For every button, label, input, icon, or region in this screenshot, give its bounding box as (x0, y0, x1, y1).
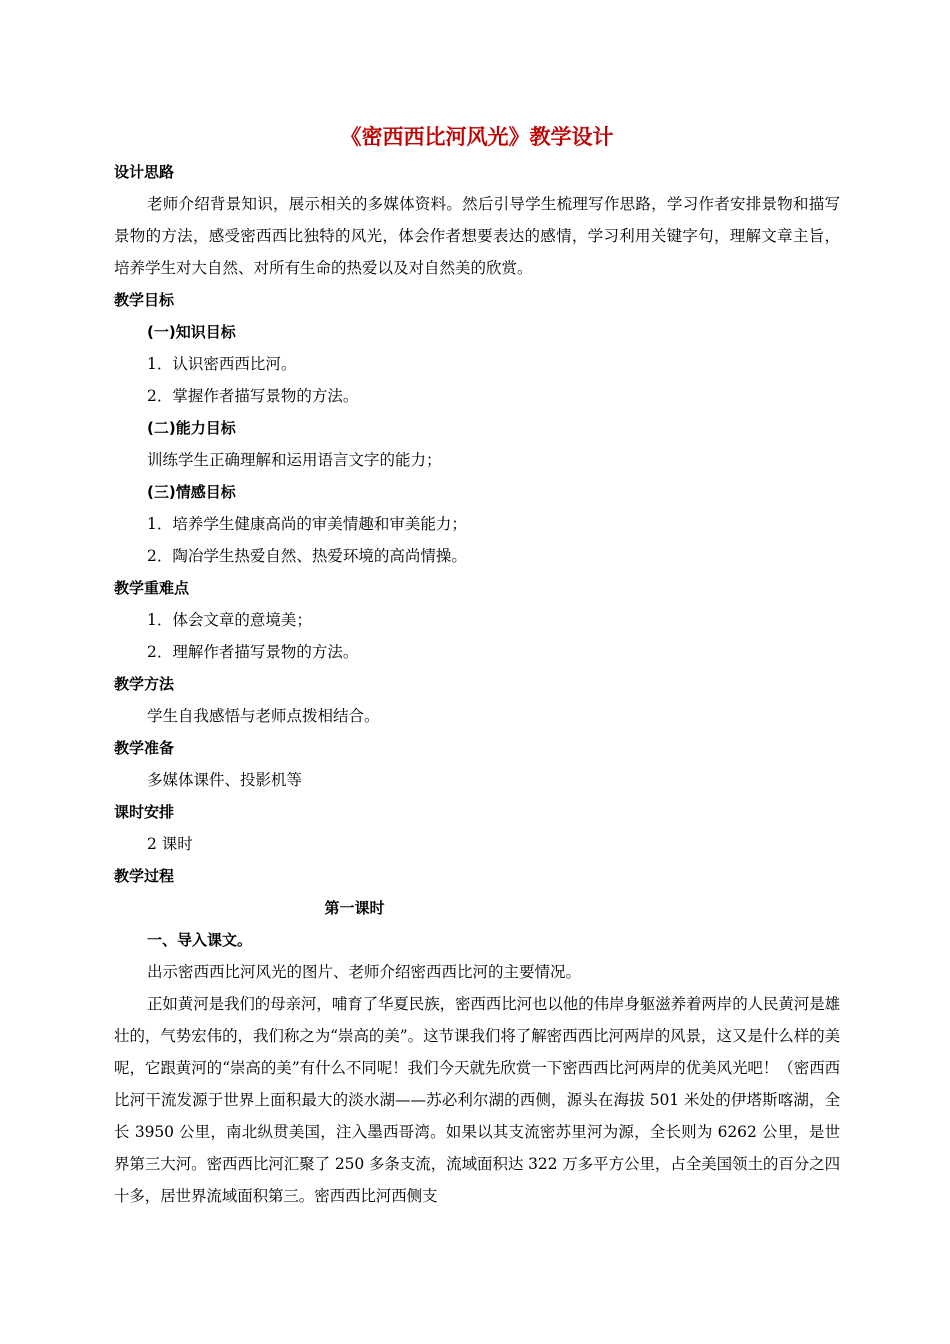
step-heading: 一、导入课文。 (147, 931, 253, 949)
ability-text: 训练学生正确理解和运用语言文字的能力； (147, 451, 442, 469)
method-text: 学生自我感悟与老师点拨相结合。 (147, 707, 380, 725)
step-text: 出示密西西比河风光的图片、老师介绍密西西比河的主要情况。 (147, 963, 582, 981)
heading-key-points: 教学重难点 (114, 579, 190, 597)
document-title: 《密西西比河风光》教学设计 (340, 125, 614, 149)
step-paragraph: 正如黄河是我们的母亲河，哺育了华夏民族，密西西比河也以他的伟岸身躯滋养着两岸的人民黄河是雄壮的，气势宏伟的，我们称之为“崇高的美”。这节课我们将了解密西西比河两岸的风景，这又是什么样的美呢，它跟黄河的“崇高的美”有什么不同呢！我们今天就先欣赏一下密西西比河两岸的优美风光吧！（密西西比河干流发源于世界上面积最大的淡水湖——苏必利尔湖的西侧，源头在海拔 501 米处的伊塔斯喀湖，全长 3950 公里，南北纵贯美国，注入墨西哥湾。如果以其支流密苏里河为源，全长则为 6262 公里，是世界第三大河。密西西比河汇聚了 250 多条支流，流域面积达 322 万多平方公里，占全美国领土的百分之四十多，居世界流域面积第三。密西西比河西侧支 (114, 995, 841, 1205)
subheading-knowledge: (一)知识目标 (147, 323, 236, 341)
heading-design-idea: 设计思路 (114, 163, 175, 181)
schedule-text: 2 课时 (147, 835, 193, 853)
list-item: 2．陶冶学生热爱自然、热爱环境的高尚情操。 (147, 547, 467, 565)
preparation-text: 多媒体课件、投影机等 (147, 771, 303, 789)
subheading-ability: (二)能力目标 (147, 419, 236, 437)
list-item: 1．体会文章的意境美； (147, 611, 312, 629)
heading-objectives: 教学目标 (114, 291, 175, 309)
subheading-emotion: (三)情感目标 (147, 483, 236, 501)
document-page (114, 118, 840, 1212)
list-item: 2．理解作者描写景物的方法。 (147, 643, 359, 661)
heading-schedule: 课时安排 (114, 803, 175, 821)
heading-process: 教学过程 (114, 867, 175, 885)
heading-method: 教学方法 (114, 675, 175, 693)
design-idea-text: 老师介绍背景知识，展示相关的多媒体资料。然后引导学生梳理写作思路，学习作者安排景物和描写景物的方法，感受密西西比独特的风光，体会作者想要表达的感情，学习利用关键字句，理解文章主旨，培养学生对大自然、对所有生命的热爱以及对自然美的欣赏。 (114, 195, 840, 277)
list-item: 1．认识密西西比河。 (147, 355, 297, 373)
heading-preparation: 教学准备 (114, 739, 175, 757)
list-item: 2．掌握作者描写景物的方法。 (147, 387, 359, 405)
lesson-title: 第一课时 (324, 899, 385, 917)
list-item: 1．培养学生健康高尚的审美情趣和审美能力； (147, 515, 467, 533)
